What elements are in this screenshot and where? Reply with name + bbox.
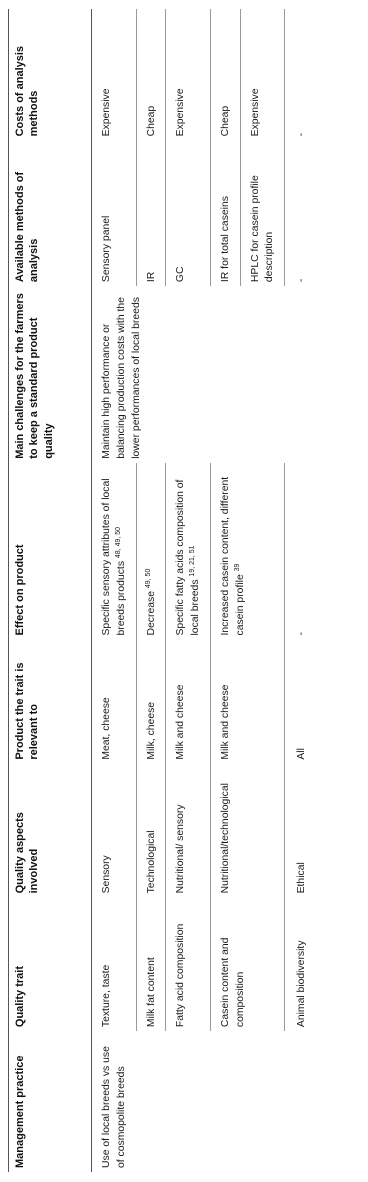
quality-traits-table bbox=[8, 9, 316, 1172]
table-header-row bbox=[9, 9, 92, 1172]
cell-product: Milk and cheese bbox=[210, 640, 284, 764]
cell-quality-trait: Casein content and composition bbox=[210, 897, 284, 1031]
cell-quality-trait: Animal biodiversity bbox=[285, 897, 316, 1031]
cell-effect bbox=[92, 463, 137, 640]
cell-effect bbox=[136, 463, 166, 640]
cell-method: IR for total caseins bbox=[210, 140, 240, 286]
header-available-methods: Available methods of analysis bbox=[9, 140, 92, 286]
header-quality-aspects: Quality aspects involved bbox=[9, 764, 92, 898]
table-row bbox=[210, 9, 240, 1172]
cell-product: Milk and cheese bbox=[166, 640, 211, 764]
table-row bbox=[166, 9, 211, 1172]
cell-method: IR bbox=[136, 140, 166, 286]
cell-quality-trait: Milk fat content bbox=[136, 897, 166, 1031]
cell-quality-trait: Texture, taste bbox=[101, 964, 112, 1028]
effect-text: Specific fatty acids composition of local breeds bbox=[175, 479, 202, 636]
cell-quality-aspect: Nutritional/ sensory bbox=[166, 764, 211, 898]
cell-cost: Expensive bbox=[240, 9, 285, 140]
header-costs: Costs of analysis methods bbox=[9, 9, 92, 140]
cell-method: - bbox=[285, 140, 316, 286]
cell-quality-trait: Fatty acid composition bbox=[166, 897, 211, 1031]
cell-effect bbox=[166, 463, 211, 640]
effect-text: Specific sensory attributes of local breeds products bbox=[101, 478, 127, 636]
cell-cost: Cheap bbox=[210, 9, 240, 140]
cell-quality-aspect: Nutritional/technological bbox=[210, 764, 284, 898]
effect-references: 49, 50 bbox=[144, 568, 152, 589]
cell-effect bbox=[210, 463, 284, 640]
cell-product: All bbox=[285, 640, 316, 764]
effect-references: 39 bbox=[233, 563, 241, 572]
cell-quality-aspect: Ethical bbox=[285, 764, 316, 898]
cell-main-challenges: Maintain high performance or balancing production costs with the lower performances of local breeds bbox=[101, 297, 142, 459]
header-main-challenges: Main challenges for the farmers to keep a standard product quality bbox=[9, 286, 92, 463]
cell-cost: Expensive bbox=[101, 88, 112, 137]
cell-product: Milk, cheese bbox=[136, 640, 166, 764]
cell-cost: Cheap bbox=[136, 9, 166, 140]
cell-method: HPLC for casein profile description bbox=[240, 140, 285, 286]
cell-product: Meat, cheese bbox=[101, 697, 112, 760]
cell-cost: Expensive bbox=[166, 9, 211, 140]
header-management-practice: Management practice bbox=[9, 1031, 92, 1172]
effect-references: 48, 49, 50 bbox=[114, 526, 122, 559]
table-row bbox=[285, 9, 316, 1172]
cell-method: GC bbox=[166, 140, 211, 286]
cell-method: Sensory panel bbox=[101, 215, 112, 283]
effect-text: Increased casein content, different casein profile bbox=[219, 476, 246, 636]
effect-references: 19, 21, 51 bbox=[189, 545, 197, 577]
table-row bbox=[92, 9, 137, 1172]
cell-effect bbox=[285, 463, 316, 640]
cell-quality-aspect: Technological bbox=[136, 764, 166, 898]
header-quality-trait: Quality trait bbox=[9, 897, 92, 1031]
cell-quality-aspect: Sensory bbox=[101, 855, 112, 894]
effect-text: Decrease bbox=[145, 591, 157, 636]
cell-cost: - bbox=[285, 9, 316, 140]
header-effect-on-product: Effect on product bbox=[9, 463, 92, 640]
effect-text: - bbox=[296, 632, 308, 636]
header-product-relevant: Product the trait is relevant to bbox=[9, 640, 92, 764]
table-row bbox=[136, 9, 166, 1172]
cell-management-practice: Use of local breeds vs use of cosmopolite breeds bbox=[101, 1046, 127, 1168]
